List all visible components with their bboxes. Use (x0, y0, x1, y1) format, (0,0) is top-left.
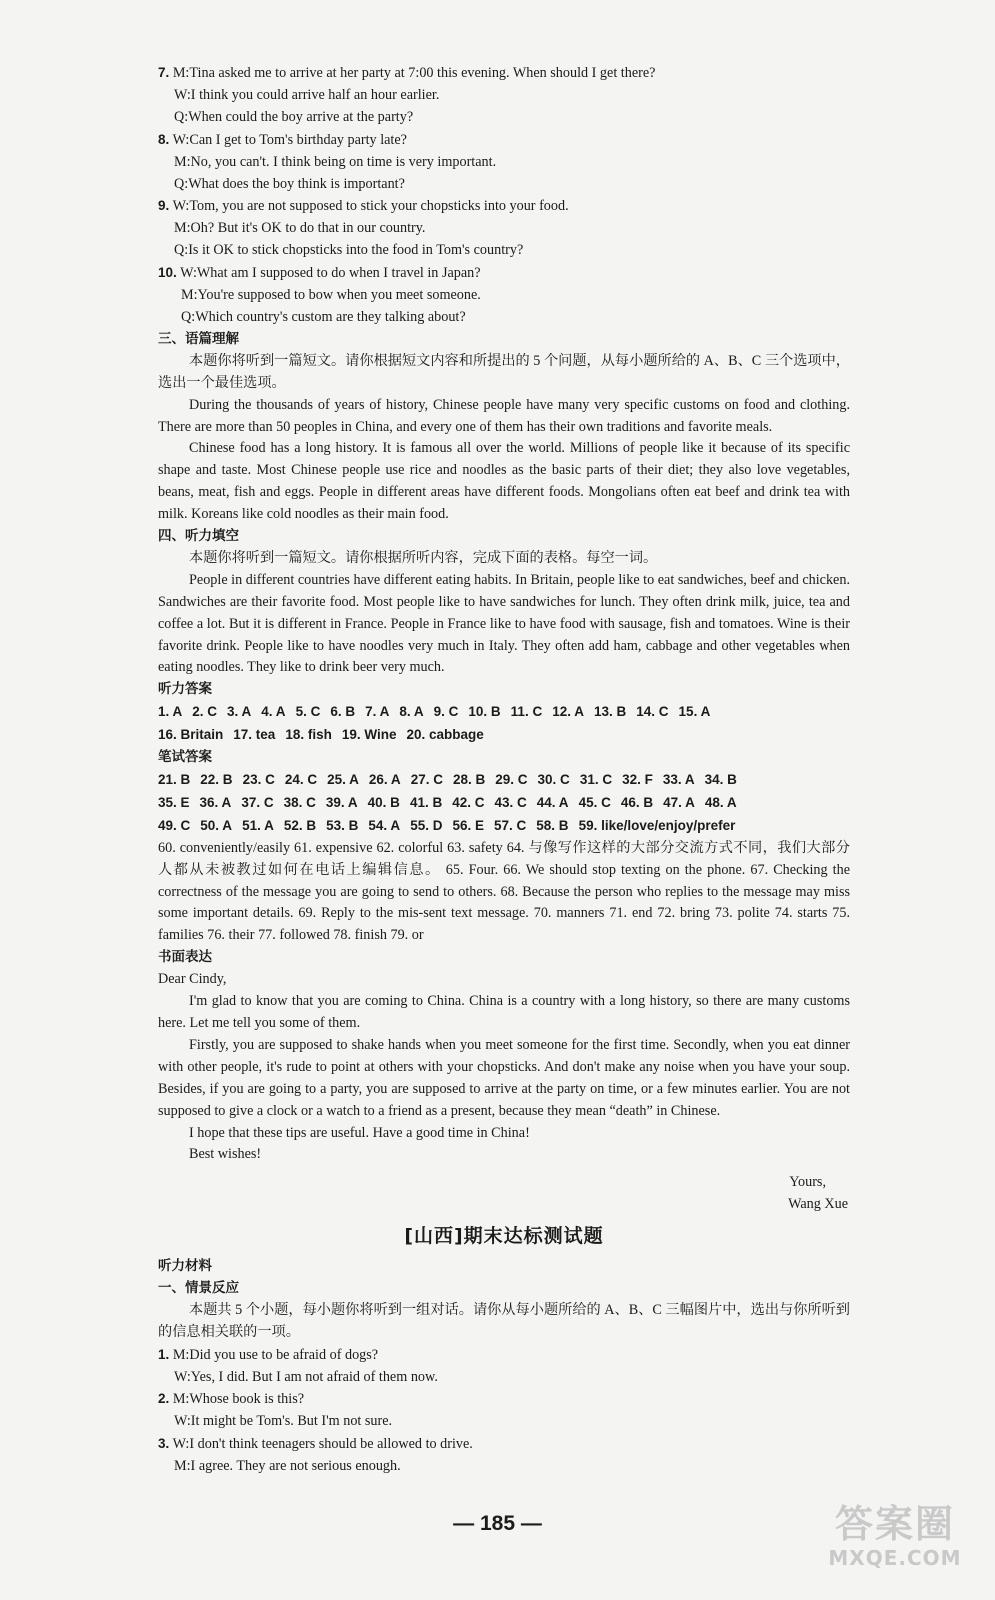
dialogue-line: M:Did you use to be afraid of dogs? (172, 1346, 379, 1363)
question-number: 1. (158, 1346, 170, 1362)
passage-paragraph: Chinese food has a long history. It is famous all over the world. Millions of people like it because of its specific shape and taste. Most Chinese people use rice and noodles as the basic parts of their diet; they also love vegetables, beans, meat, fish and eggs. People in different areas have different foods. Mongolians often eat beef and drink tea with milk. Koreans like cold noodles as their main food. (158, 440, 850, 523)
test-title: [山西]期末达标测试题 (404, 1225, 604, 1248)
answer-row: 1. A 2. C 3. A 4. A 5. C 6. B 7. A 8. A 9. C 10. B 11. C 12. A 13. B 14. C 15. A (158, 704, 711, 720)
section-instruction: 本题你将听到一篇短文。请你根据短文内容和所提出的 5 个问题，从每小题所给的 A、B、C 三个选项中，选出一个最佳选项。 (158, 352, 850, 391)
letter-signature: Wang Xue (788, 1196, 848, 1213)
dialogue-line: W:Yes, I did. But I am not afraid of them now. (174, 1368, 438, 1385)
letter-closing: Yours, (789, 1174, 826, 1191)
section-heading: 四、听力填空 (158, 528, 239, 545)
passage-paragraph: During the thousands of years of history, Chinese people have many very specific customs on food and clothing. There are more than 50 peoples in China, and every one of them has their own traditions and favorite meals. (158, 396, 850, 435)
question-number: 9. (158, 198, 170, 214)
question-number: 10. (158, 265, 177, 281)
dialogue-8 (158, 129, 850, 196)
shanxi-dialogue-2 (158, 1388, 850, 1433)
section-instruction: 本题你将听到一篇短文。请你根据所听内容，完成下面的表格。每空一词。 (189, 549, 658, 566)
letter-paragraph: Firstly, you are supposed to shake hands when you meet someone for the first time. Secondly, when you eat dinner with other people, it's rude to point at others with your chopsticks. And don't make any noise when you have your soup. Besides, if you are going to a party, you are supposed to arrive at the party on time, or a few minutes earlier. You are not supposed to give a clock or a watch to a friend as a present, because they mean “death” in Chinese. (158, 1036, 850, 1119)
dialogue-line: Q:Which country's custom are they talking about? (181, 308, 466, 325)
question-number: 8. (158, 131, 170, 147)
dialogue-line: Q:What does the boy think is important? (174, 175, 405, 192)
dialogue-line: M:Oh? But it's OK to do that in our country. (174, 220, 426, 237)
question-number: 7. (158, 65, 170, 80)
passage-paragraph: People in different countries have different eating habits. In Britain, people like to eat sandwiches, beef and chicken. Sandwiches are their favorite food. Most people like to have sandwiches for lunch. They often drink milk, juice, tea and coffee a lot. But it is different in France. People in France like to have food with sausage, fish and tomatoes. Wine is their favorite drink. People like to have noodles very much in Italy. They often add ham, cabbage and other vegetables when eating noodles. They like to drink beer very much. (158, 571, 850, 676)
section-heading: 一、情景反应 (158, 1279, 239, 1296)
answer-row: 49. C 50. A 51. A 52. B 53. B 54. A 55. D 56. E 57. C 58. B 59. like/love/enjoy/prefer (158, 817, 736, 833)
question-number: 3. (158, 1436, 170, 1452)
answer-row: 35. E 36. A 37. C 38. C 39. A 40. B 41. B 42. C 43. C 44. A 45. C 46. B 47. A 48. A (158, 794, 737, 810)
watermark-text: 答案圈 (834, 1502, 955, 1546)
dialogue-line: W:It might be Tom's. But I'm not sure. (174, 1413, 393, 1430)
dialogue-line: M:I agree. They are not serious enough. (174, 1458, 401, 1475)
letter-paragraph: I'm glad to know that you are coming to China. China is a country with a long history, so there are many customs here. Let me tell you some of them. (158, 993, 850, 1031)
dialogue-line: M:Whose book is this? (172, 1391, 305, 1408)
letter-paragraph: I hope that these tips are useful. Have a good time in China! (189, 1124, 530, 1141)
watermark-url: MXQE.COM (828, 1546, 962, 1570)
dialogue-line: M:Tina asked me to arrive at her party at 7:00 this evening. When should I get there? (172, 65, 656, 81)
dialogue-line: W:Can I get to Tom's birthday party late? (172, 131, 407, 148)
dialogue-line: W:I think you could arrive half an hour earlier. (174, 86, 440, 103)
section-heading: 三、语篇理解 (158, 330, 239, 347)
letter-paragraph: Best wishes! (189, 1146, 262, 1163)
dialogue-line: W:Tom, you are not supposed to stick your chopsticks into your food. (172, 198, 569, 215)
dialogue-line: W:I don't think teenagers should be allowed to drive. (172, 1436, 473, 1453)
watermark-logo (815, 1502, 975, 1582)
question-number: 2. (158, 1391, 170, 1407)
page-content (158, 62, 850, 1478)
page-number: — 185 — (453, 1512, 542, 1535)
dialogue-line: W:What am I supposed to do when I travel in Japan? (180, 265, 481, 282)
answer-row: 16. Britain 17. tea 18. fish 19. Wine 20. cabbage (158, 727, 484, 743)
answers-heading: 笔试答案 (158, 749, 212, 766)
dialogue-line: M:No, you can't. I think being on time is very important. (174, 153, 497, 170)
writing-heading: 书面表达 (158, 949, 212, 966)
dialogue-7 (158, 62, 850, 129)
letter-greeting: Dear Cindy, (158, 971, 227, 988)
dialogue-10 (158, 262, 850, 329)
answers-heading: 听力答案 (158, 681, 212, 698)
section-instruction: 本题共 5 个小题，每小题你将听到一组对话。请你从每小题所给的 A、B、C 三幅图片中，选出与你所听到的信息相关联的一项。 (158, 1301, 850, 1340)
dialogue-line: Q:When could the boy arrive at the party? (174, 108, 414, 125)
dialogue-9 (158, 195, 850, 262)
dialogue-line: M:You're supposed to bow when you meet someone. (181, 287, 481, 304)
answer-text: 60. conveniently/easily 61. expensive 62. colorful 63. safety 64. 与像写作这样的大部分交流方式不同，我们大部分人都从未被教过如何在电话上编辑信息。 65. Four. 66. We should stop texting on the phone. 67. Checking the correctness of the message you are going to send to others. 68. Because the person who replies to the message may miss some important details. 69. Reply to the mis-sent text message. 70. manners 71. end 72. bring 73. polite 74. starts 75. families 76. their 77. followed 78. finish 79. or (158, 839, 850, 944)
shanxi-dialogue-1 (158, 1344, 850, 1389)
shanxi-dialogue-3 (158, 1433, 850, 1478)
answer-row: 21. B 22. B 23. C 24. C 25. A 26. A 27. C 28. B 29. C 30. C 31. C 32. F 33. A 34. B (158, 772, 737, 787)
section-heading: 听力材料 (158, 1258, 212, 1275)
dialogue-line: Q:Is it OK to stick chopsticks into the food in Tom's country? (174, 242, 524, 259)
